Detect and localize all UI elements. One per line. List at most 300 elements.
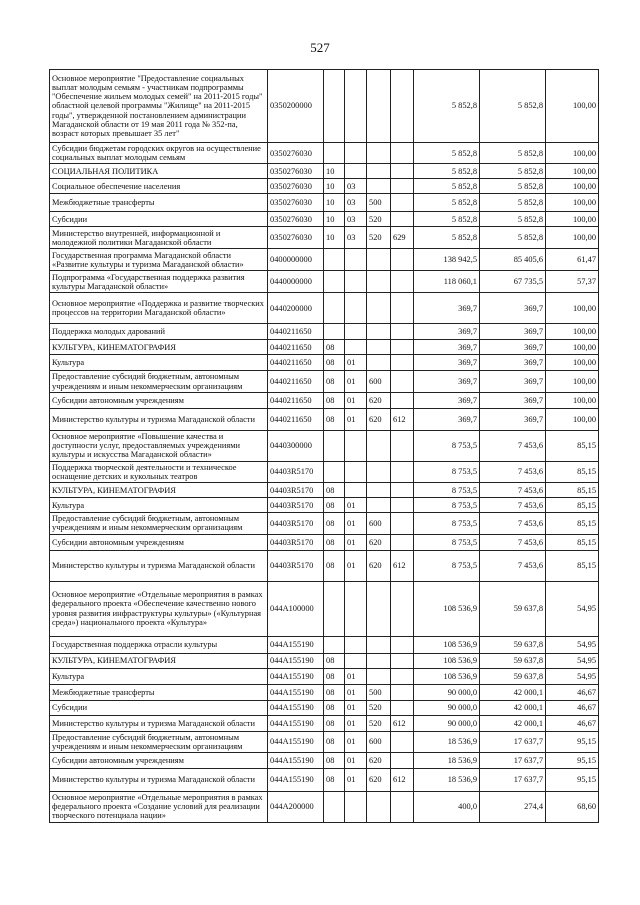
row-subsection: 01: [345, 513, 367, 534]
table-row: [50, 668, 599, 684]
row-name: Культура: [50, 668, 268, 684]
row-expense-type: [367, 792, 391, 823]
table-row: [50, 340, 599, 355]
table-row: [50, 498, 599, 513]
row-sum-plan: 5 852,8: [414, 164, 480, 179]
row-sum-fact: 7 453,6: [480, 534, 546, 550]
row-name: КУЛЬТУРА, КИНЕМАТОГРАФИЯ: [50, 483, 268, 498]
row-subsection: [345, 581, 367, 636]
row-section: [324, 792, 345, 823]
row-name: Субсидии автономным учреждениям: [50, 392, 268, 408]
row-target-code: 04403R5170: [268, 483, 324, 498]
row-expense-type: 520: [367, 700, 391, 715]
row-section: 08: [324, 513, 345, 534]
row-section: 10: [324, 227, 345, 249]
row-name: Субсидии автономным учреждениям: [50, 753, 268, 769]
row-sum-fact: 369,7: [480, 355, 546, 371]
row-subsection: [345, 249, 367, 271]
row-sum-fact: 5 852,8: [480, 164, 546, 179]
row-subsection: [345, 430, 367, 461]
row-admin-code: [391, 636, 414, 653]
row-expense-type: [367, 581, 391, 636]
row-section: 10: [324, 212, 345, 227]
table-row: [50, 792, 599, 823]
row-target-code: 0350276030: [268, 212, 324, 227]
row-admin-code: [391, 355, 414, 371]
row-sum-fact: 5 852,8: [480, 194, 546, 212]
row-section: [324, 461, 345, 482]
row-sum-plan: 369,7: [414, 371, 480, 392]
row-expense-type: 600: [367, 731, 391, 752]
row-name: СОЦИАЛЬНАЯ ПОЛИТИКА: [50, 164, 268, 179]
row-sum-fact: 5 852,8: [480, 70, 546, 143]
row-sum-fact: 17 637,7: [480, 731, 546, 752]
row-admin-code: [391, 293, 414, 324]
row-sum-plan: 369,7: [414, 324, 480, 340]
row-admin-code: [391, 371, 414, 392]
row-subsection: [345, 70, 367, 143]
row-percent: 85,15: [546, 498, 599, 513]
row-admin-code: [391, 731, 414, 752]
table-row: [50, 653, 599, 668]
row-section: 08: [324, 731, 345, 752]
row-sum-plan: 5 852,8: [414, 212, 480, 227]
row-sum-fact: 5 852,8: [480, 227, 546, 249]
row-percent: 85,15: [546, 550, 599, 581]
row-admin-code: [391, 581, 414, 636]
table-row: [50, 324, 599, 340]
row-subsection: 01: [345, 684, 367, 700]
row-target-code: 0440211650: [268, 392, 324, 408]
row-admin-code: [391, 753, 414, 769]
row-name: Подпрограмма «Государственная поддержка развития культуры Магаданской области»: [50, 271, 268, 293]
row-subsection: 03: [345, 227, 367, 249]
row-percent: 85,15: [546, 483, 599, 498]
row-percent: 61,47: [546, 249, 599, 271]
row-section: 08: [324, 392, 345, 408]
row-admin-code: [391, 164, 414, 179]
row-subsection: 01: [345, 769, 367, 792]
row-admin-code: [391, 249, 414, 271]
row-sum-fact: 42 000,1: [480, 684, 546, 700]
row-target-code: 0440200000: [268, 293, 324, 324]
page-number: 527: [310, 40, 330, 55]
row-percent: 100,00: [546, 179, 599, 194]
row-section: 10: [324, 194, 345, 212]
table-row: [50, 408, 599, 430]
row-sum-plan: 108 536,9: [414, 668, 480, 684]
row-target-code: 0440211650: [268, 340, 324, 355]
row-target-code: 044A155190: [268, 653, 324, 668]
row-sum-plan: 8 753,5: [414, 534, 480, 550]
row-expense-type: [367, 164, 391, 179]
row-target-code: 044A200000: [268, 792, 324, 823]
row-admin-code: [391, 430, 414, 461]
row-subsection: [345, 164, 367, 179]
row-name: Поддержка творческой деятельности и техническое оснащение детских и кукольных театров: [50, 461, 268, 482]
row-name: Государственная поддержка отрасли культуры: [50, 636, 268, 653]
row-percent: 100,00: [546, 408, 599, 430]
row-sum-plan: 108 536,9: [414, 581, 480, 636]
row-sum-plan: 8 753,5: [414, 461, 480, 482]
row-section: 08: [324, 534, 345, 550]
row-sum-plan: 5 852,8: [414, 227, 480, 249]
row-name: Межбюджетные трансферты: [50, 194, 268, 212]
row-name: Основное мероприятие «Отдельные мероприятия в рамках федерального проекта «Обеспечение качественно нового уровня развития инфраструктуры культуры» («Культурная среда») национального проекта «Культура»: [50, 581, 268, 636]
row-expense-type: 600: [367, 371, 391, 392]
row-percent: 100,00: [546, 355, 599, 371]
row-expense-type: 620: [367, 392, 391, 408]
row-target-code: 0440211650: [268, 324, 324, 340]
row-sum-plan: 18 536,9: [414, 769, 480, 792]
row-sum-fact: 274,4: [480, 792, 546, 823]
row-subsection: [345, 143, 367, 164]
row-sum-plan: 90 000,0: [414, 715, 480, 731]
row-admin-code: [391, 143, 414, 164]
row-expense-type: [367, 340, 391, 355]
row-sum-fact: 7 453,6: [480, 483, 546, 498]
row-target-code: 0350200000: [268, 70, 324, 143]
row-percent: 57,37: [546, 271, 599, 293]
row-target-code: 0440000000: [268, 271, 324, 293]
table-row: [50, 355, 599, 371]
row-name: Основное мероприятие «Поддержка и развитие творческих процессов на территории Магаданской области»: [50, 293, 268, 324]
row-target-code: 0440211650: [268, 355, 324, 371]
row-section: 08: [324, 753, 345, 769]
row-name: Предоставление субсидий бюджетным, автономным учреждениям и иным некоммерческим организациям: [50, 371, 268, 392]
row-section: 08: [324, 408, 345, 430]
row-subsection: [345, 461, 367, 482]
row-section: 08: [324, 668, 345, 684]
table-row: [50, 392, 599, 408]
row-percent: 85,15: [546, 534, 599, 550]
row-sum-plan: 8 753,5: [414, 498, 480, 513]
row-target-code: 044A155190: [268, 636, 324, 653]
row-subsection: 01: [345, 753, 367, 769]
table-row: [50, 371, 599, 392]
row-percent: 95,15: [546, 753, 599, 769]
row-admin-code: [391, 498, 414, 513]
row-expense-type: 520: [367, 212, 391, 227]
row-sum-fact: 59 637,8: [480, 668, 546, 684]
table-row: [50, 715, 599, 731]
row-sum-plan: 8 753,5: [414, 483, 480, 498]
row-section: 10: [324, 179, 345, 194]
row-name: Основное мероприятие "Предоставление социальных выплат молодым семьям - участникам подпрограммы "Обеспечение жильем молодых семей" на 2011-2015 годы" областной целевой программы "Жилище" на 2011-2015 годы", утвержденной постановлением администрации Магаданской области от 19 мая 2011 года № 352-па, возраст которых превышает 35 лет": [50, 70, 268, 143]
row-name: Культура: [50, 498, 268, 513]
row-sum-plan: 5 852,8: [414, 179, 480, 194]
row-sum-fact: 7 453,6: [480, 498, 546, 513]
row-sum-plan: 8 753,5: [414, 513, 480, 534]
row-section: [324, 249, 345, 271]
row-admin-code: [391, 653, 414, 668]
row-name: Межбюджетные трансферты: [50, 684, 268, 700]
row-percent: 85,15: [546, 461, 599, 482]
row-name: Министерство внутренней, информационной и молодежной политики Магаданской области: [50, 227, 268, 249]
table-row: [50, 731, 599, 752]
row-sum-plan: 138 942,5: [414, 249, 480, 271]
row-percent: 100,00: [546, 340, 599, 355]
row-sum-fact: 369,7: [480, 371, 546, 392]
table-row: [50, 194, 599, 212]
row-admin-code: [391, 271, 414, 293]
row-admin-code: [391, 700, 414, 715]
row-expense-type: [367, 653, 391, 668]
row-expense-type: [367, 249, 391, 271]
row-admin-code: [391, 461, 414, 482]
row-sum-fact: 369,7: [480, 340, 546, 355]
table-row: [50, 430, 599, 461]
row-expense-type: 620: [367, 550, 391, 581]
row-percent: 100,00: [546, 293, 599, 324]
row-admin-code: [391, 792, 414, 823]
row-expense-type: 520: [367, 715, 391, 731]
row-expense-type: [367, 668, 391, 684]
table-row: [50, 249, 599, 271]
row-percent: 100,00: [546, 392, 599, 408]
row-target-code: 044A155190: [268, 731, 324, 752]
row-sum-plan: 108 536,9: [414, 636, 480, 653]
row-target-code: 0440300000: [268, 430, 324, 461]
row-expense-type: [367, 271, 391, 293]
row-percent: 95,15: [546, 731, 599, 752]
table-row: [50, 164, 599, 179]
row-sum-plan: 8 753,5: [414, 430, 480, 461]
row-percent: 54,95: [546, 653, 599, 668]
row-section: 08: [324, 769, 345, 792]
table-row: [50, 550, 599, 581]
row-percent: 100,00: [546, 164, 599, 179]
row-admin-code: [391, 668, 414, 684]
row-sum-plan: 369,7: [414, 293, 480, 324]
row-subsection: 03: [345, 179, 367, 194]
row-expense-type: 620: [367, 769, 391, 792]
table-row: [50, 700, 599, 715]
row-sum-fact: 5 852,8: [480, 143, 546, 164]
row-section: [324, 581, 345, 636]
row-expense-type: 500: [367, 684, 391, 700]
row-name: Субсидии бюджетам городских округов на осуществление социальных выплат молодым семьям: [50, 143, 268, 164]
table-row: [50, 271, 599, 293]
row-sum-plan: 5 852,8: [414, 70, 480, 143]
row-sum-fact: 7 453,6: [480, 513, 546, 534]
row-percent: 54,95: [546, 668, 599, 684]
row-admin-code: [391, 324, 414, 340]
table-row: [50, 212, 599, 227]
row-expense-type: [367, 461, 391, 482]
row-target-code: 044A155190: [268, 700, 324, 715]
row-section: 08: [324, 550, 345, 581]
row-name: Субсидии: [50, 212, 268, 227]
row-name: Министерство культуры и туризма Магаданской области: [50, 715, 268, 731]
row-percent: 100,00: [546, 212, 599, 227]
row-admin-code: 612: [391, 550, 414, 581]
row-section: [324, 430, 345, 461]
row-section: 08: [324, 371, 345, 392]
row-section: [324, 143, 345, 164]
row-section: [324, 271, 345, 293]
row-percent: 54,95: [546, 636, 599, 653]
row-percent: 100,00: [546, 227, 599, 249]
row-subsection: 01: [345, 355, 367, 371]
row-expense-type: [367, 430, 391, 461]
row-section: 08: [324, 498, 345, 513]
row-name: Государственная программа Магаданской области «Развитие культуры и туризма Магаданской области»: [50, 249, 268, 271]
table-row: [50, 769, 599, 792]
row-expense-type: [367, 498, 391, 513]
row-expense-type: 620: [367, 534, 391, 550]
row-sum-fact: 7 453,6: [480, 461, 546, 482]
row-sum-fact: 7 453,6: [480, 550, 546, 581]
table-row: [50, 461, 599, 482]
row-admin-code: [391, 340, 414, 355]
row-sum-fact: 369,7: [480, 324, 546, 340]
row-expense-type: 500: [367, 194, 391, 212]
row-sum-fact: 42 000,1: [480, 700, 546, 715]
table-row: [50, 293, 599, 324]
table-row: [50, 684, 599, 700]
row-target-code: 0440211650: [268, 371, 324, 392]
row-admin-code: 612: [391, 408, 414, 430]
row-target-code: 0350276030: [268, 164, 324, 179]
row-sum-plan: 369,7: [414, 340, 480, 355]
table-row: [50, 513, 599, 534]
row-admin-code: [391, 392, 414, 408]
row-section: 08: [324, 355, 345, 371]
row-percent: 85,15: [546, 430, 599, 461]
row-subsection: 01: [345, 392, 367, 408]
row-sum-fact: 7 453,6: [480, 430, 546, 461]
row-sum-plan: 369,7: [414, 355, 480, 371]
row-target-code: 0350276030: [268, 227, 324, 249]
row-sum-fact: 17 637,7: [480, 753, 546, 769]
row-sum-plan: 369,7: [414, 408, 480, 430]
row-sum-plan: 18 536,9: [414, 753, 480, 769]
row-name: Предоставление субсидий бюджетным, автономным учреждениям и иным некоммерческим организациям: [50, 731, 268, 752]
row-section: 08: [324, 700, 345, 715]
row-target-code: 044A155190: [268, 668, 324, 684]
row-sum-plan: 369,7: [414, 392, 480, 408]
row-subsection: [345, 653, 367, 668]
row-percent: 100,00: [546, 194, 599, 212]
row-name: Основное мероприятие «Повышение качества и доступности услуг, предоставляемых учреждениями культуры и искусства Магаданской области»: [50, 430, 268, 461]
row-target-code: 04403R5170: [268, 498, 324, 513]
row-target-code: 0440211650: [268, 408, 324, 430]
row-sum-fact: 5 852,8: [480, 212, 546, 227]
row-name: КУЛЬТУРА, КИНЕМАТОГРАФИЯ: [50, 653, 268, 668]
row-sum-plan: 90 000,0: [414, 684, 480, 700]
table-row: [50, 534, 599, 550]
row-admin-code: [391, 70, 414, 143]
row-subsection: [345, 271, 367, 293]
row-target-code: 04403R5170: [268, 513, 324, 534]
row-percent: 95,15: [546, 769, 599, 792]
row-expense-type: [367, 636, 391, 653]
row-target-code: 044A155190: [268, 753, 324, 769]
row-subsection: 01: [345, 550, 367, 581]
row-name: Министерство культуры и туризма Магаданской области: [50, 408, 268, 430]
row-subsection: [345, 324, 367, 340]
row-subsection: 01: [345, 371, 367, 392]
row-target-code: 0350276030: [268, 143, 324, 164]
row-sum-fact: 59 637,8: [480, 636, 546, 653]
row-target-code: 0350276030: [268, 179, 324, 194]
row-section: 08: [324, 340, 345, 355]
row-admin-code: [391, 483, 414, 498]
row-subsection: [345, 636, 367, 653]
row-admin-code: [391, 212, 414, 227]
row-name: Социальное обеспечение населения: [50, 179, 268, 194]
row-target-code: 04403R5170: [268, 550, 324, 581]
row-name: КУЛЬТУРА, КИНЕМАТОГРАФИЯ: [50, 340, 268, 355]
row-expense-type: [367, 70, 391, 143]
row-expense-type: [367, 483, 391, 498]
table-row: [50, 179, 599, 194]
row-section: 08: [324, 684, 345, 700]
row-admin-code: [391, 179, 414, 194]
table-row: [50, 483, 599, 498]
row-percent: 46,67: [546, 684, 599, 700]
row-admin-code: [391, 534, 414, 550]
row-section: [324, 636, 345, 653]
row-percent: 100,00: [546, 324, 599, 340]
row-target-code: 04403R5170: [268, 534, 324, 550]
row-expense-type: 620: [367, 408, 391, 430]
table-row: [50, 636, 599, 653]
row-percent: 100,00: [546, 371, 599, 392]
row-subsection: [345, 293, 367, 324]
row-section: 08: [324, 483, 345, 498]
row-admin-code: 629: [391, 227, 414, 249]
row-section: [324, 70, 345, 143]
row-target-code: 044A155190: [268, 769, 324, 792]
row-sum-fact: 17 637,7: [480, 769, 546, 792]
row-sum-plan: 8 753,5: [414, 550, 480, 581]
row-target-code: 04403R5170: [268, 461, 324, 482]
row-subsection: [345, 792, 367, 823]
row-sum-fact: 59 637,8: [480, 581, 546, 636]
row-name: Министерство культуры и туризма Магаданской области: [50, 769, 268, 792]
row-subsection: 01: [345, 731, 367, 752]
table-row: [50, 227, 599, 249]
row-subsection: 03: [345, 212, 367, 227]
row-admin-code: 612: [391, 715, 414, 731]
row-sum-fact: 5 852,8: [480, 179, 546, 194]
row-subsection: [345, 483, 367, 498]
row-target-code: 0350276030: [268, 194, 324, 212]
row-name: Культура: [50, 355, 268, 371]
row-sum-fact: 67 735,5: [480, 271, 546, 293]
row-sum-plan: 108 536,9: [414, 653, 480, 668]
row-percent: 54,95: [546, 581, 599, 636]
row-name: Основное мероприятие «Отдельные мероприятия в рамках федерального проекта «Создание условий для реализации творческого потенциала нации»: [50, 792, 268, 823]
row-name: Субсидии автономным учреждениям: [50, 534, 268, 550]
row-section: 08: [324, 715, 345, 731]
row-name: Субсидии: [50, 700, 268, 715]
row-expense-type: [367, 355, 391, 371]
row-section: [324, 293, 345, 324]
row-name: Министерство культуры и туризма Магаданской области: [50, 550, 268, 581]
row-admin-code: 612: [391, 769, 414, 792]
row-sum-plan: 18 536,9: [414, 731, 480, 752]
row-target-code: 0400000000: [268, 249, 324, 271]
row-expense-type: [367, 293, 391, 324]
row-percent: 100,00: [546, 143, 599, 164]
row-subsection: 01: [345, 534, 367, 550]
row-target-code: 044A155190: [268, 715, 324, 731]
row-section: 10: [324, 164, 345, 179]
row-subsection: 01: [345, 668, 367, 684]
